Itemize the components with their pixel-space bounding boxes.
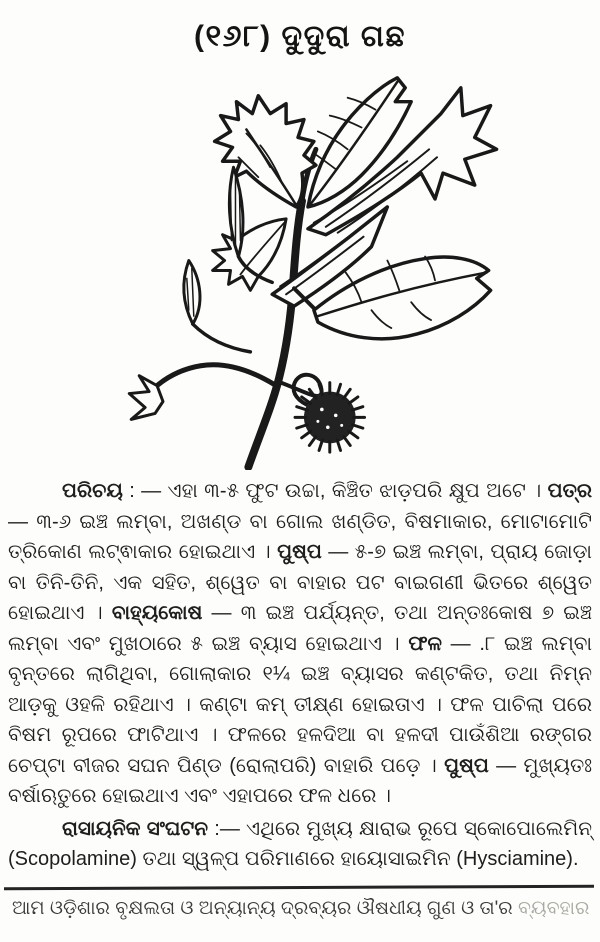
body-text	[0, 470, 600, 875]
footer-text-main: ଆମ ଓଡ଼ିଶାର ବୃକ୍ଷଲତା ଓ ଅନ୍ୟାନ୍ୟ ଦ୍ରବ୍ୟର ଔଷଧୀୟ ଗୁଣ ଓ ତା'ର	[12, 898, 518, 919]
footer-book-title	[0, 889, 600, 920]
page-title: (୧୬୮) ଦୁଦୁରା ଗଛ	[194, 20, 406, 53]
footer-text-faded: ବ୍ୟବହାର	[517, 898, 590, 919]
paragraph-chemical-composition: ରାସାୟନିକ ସଂଘଟନ :— ଏଥିରେ ମୁଖ୍ୟ କ୍ଷାରାଭ ରୂପେ ସ୍କୋପୋଲେମିନ୍ (Scopolamine) ତଥା ସ୍ୱଳ୍ପ ପରିମାଣରେ ହାୟୋସାଇମିନ (Hysciamine).	[8, 817, 592, 870]
plant-figure	[0, 58, 600, 470]
paragraph-introduction: ପରିଚୟ : — ଏହା ୩-୫ ଫୁଟ ଉଚ୍ଚା, କିଞ୍ଚିତ ଝାଡ଼ପରି କ୍ଷୁପ ଅଟେ । ପତ୍ର — ୩-୬ ଇଞ୍ଚ ଲମ୍ବା, ଅଖଣ୍ଡ ବା ଗୋଲ ଖଣ୍ଡିତ, ବିଷମାକାର, ମୋଟାମୋଟି ତ୍ରିକୋଣ ଲଟ୍ଵାକାର ହୋଇଥାଏ । ପୁଷ୍ପ — ୫-୭ ଇଞ୍ଚ ଲମ୍ବା, ପ୍ରାୟ ଜୋଡ଼ା ବା ତିନି-ତିନି, ଏକ ସହିତ, ଶ୍ୱେତ ବା ବାହାର ପଟ ବାଇଗଣୀ ଭିତରେ ଶ୍ୱେତ ହୋଇଥାଏ । ବାହ୍ୟକୋଷ — ୩ ଇଞ୍ଚ ପର୍ଯ୍ୟନ୍ତ, ତଥା ଅନ୍ତଃକୋଷ ୭ ଇଞ୍ଚ ଲମ୍ବା ଏବଂ ମୁଖଠାରେ ୫ ଇଞ୍ଚ ବ୍ୟାସ ହୋଇଥାଏ । ଫଳ — .୮ ଇଞ୍ଚ ଲମ୍ବା ବୃନ୍ତରେ ଲାଗିଥିବା, ଗୋଲାକାର ୧¼ ଇଞ୍ଚ ବ୍ୟାସର କଣ୍ଟକିତ, ତଥା ନିମ୍ନ ଆଡ଼କୁ ଓହଳି ରହିଥାଏ । କଣ୍ଟା କମ୍ ତୀକ୍ଷ୍ଣ ହୋଇତାଏ । ଫଳ ପାଚିଲା ପରେ ବିଷମ ରୂପରେ ଫାଟିଥାଏ । ଫଳରେ ହଳଦିଆ ବା ହଳଦୀ ପାଉଁଶିଆ ରଙ୍ଗର ଚେପ୍ଟା ବୀଜର ସଘନ ପିଣ୍ଡ (ରୋଲାପରି) ବାହାରି ପଡ଼େ । ପୁଷ୍ପ — ମୁଖ୍ୟତଃ ବର୍ଷାଋତୁରେ ହୋଇଥାଏ ଏବଂ ଏହାପରେ ଫଳ ଧରେ ।	[8, 480, 592, 807]
datura-plant-illustration	[100, 58, 500, 470]
page-footer	[0, 886, 600, 942]
